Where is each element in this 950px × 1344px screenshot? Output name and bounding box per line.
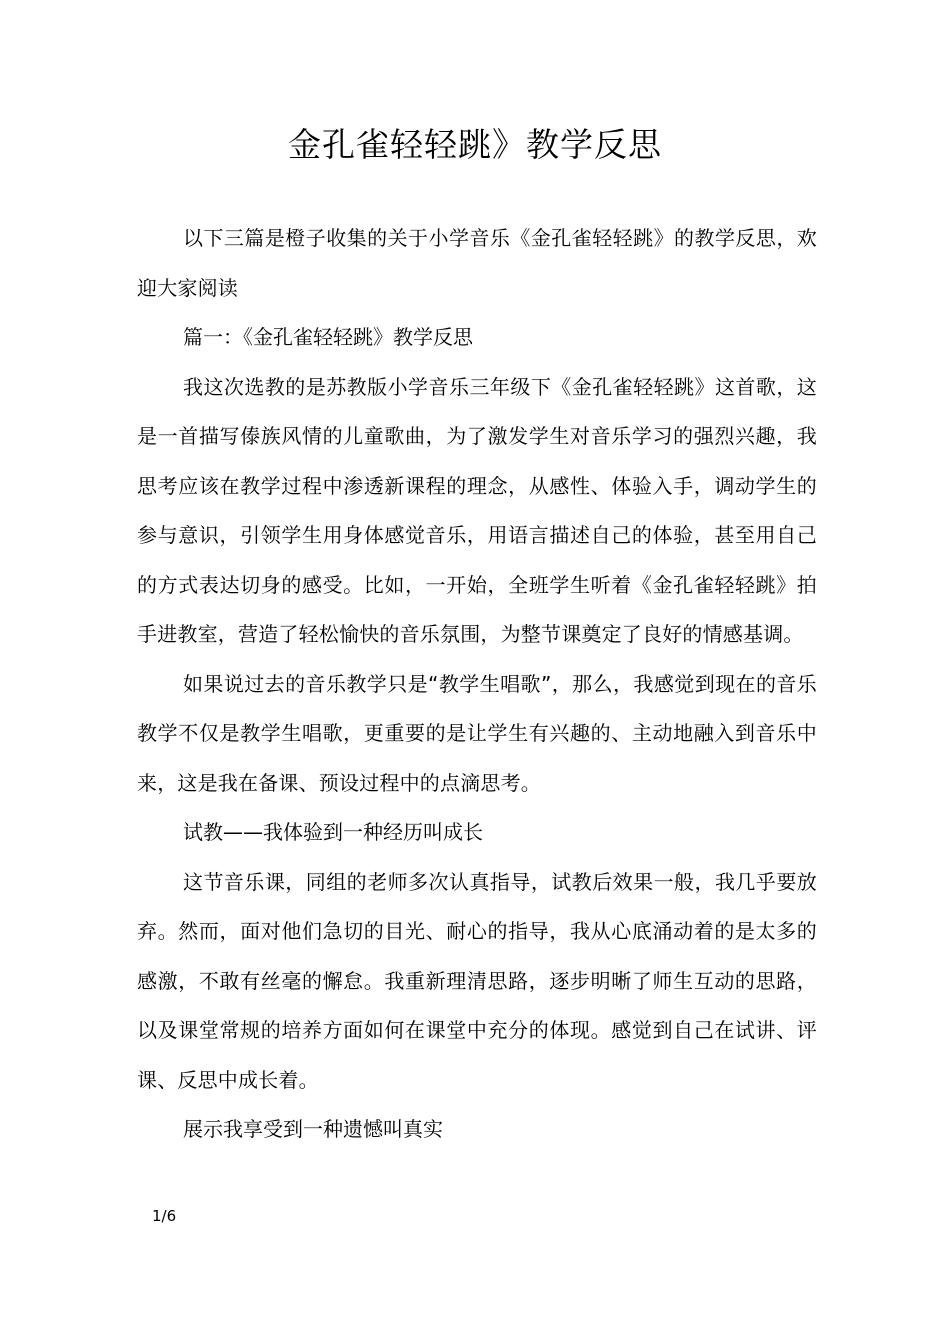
paragraph-teaching-reflection: 如果说过去的音乐教学只是“教学生唱歌”，那么，我感觉到现在的音乐教学不仅是教学生唱歌，更重要的是让学生有兴趣的、主动地融入到音乐中来，这是我在备课、预设过程中的点滴思考。: [137, 671, 817, 795]
document-title: 金孔雀轻轻跳》教学反思: [288, 125, 662, 164]
paragraph-lesson-description: 我这次选教的是苏教版小学音乐三年级下《金孔雀轻轻跳》这首歌，这是一首描写傣族风情的儿童歌曲，为了激发学生对音乐学习的强烈兴趣，我思考应该在教学过程中渗透新课程的理念，从感性、体验入手，调动学生的参与意识，引领学生用身体感觉音乐，用语言描述自己的体验，甚至用自己的方式表达切身的感受。比如，一开始，全班学生听着《金孔雀轻轻跳》拍手进教室，营造了轻松愉快的音乐氛围，为整节课奠定了良好的情感基调。: [137, 374, 817, 646]
section-heading-part-one: 篇一：《金孔雀轻轻跳》教学反思: [183, 325, 473, 349]
page-number: 1/6: [152, 1207, 177, 1225]
document-body: [137, 214, 817, 1155]
section-heading-trial-teaching: 试教——我体验到一种经历叫成长: [183, 820, 483, 844]
section-heading-showcase: 展示我享受到一种遗憾叫真实: [183, 1117, 443, 1141]
paragraph-trial-teaching: 这节音乐课，同组的老师多次认真指导，试教后效果一般，我几乎要放弃。然而，面对他们急切的目光、耐心的指导，我从心底涌动着的是太多的感激，不敢有丝毫的懈怠。我重新理清思路，逐步明晰了师生互动的思路，以及课堂常规的培养方面如何在课堂中充分的体现。感觉到自己在试讲、评课、反思中成长着。: [137, 869, 817, 1092]
paragraph-intro: 以下三篇是橙子收集的关于小学音乐《金孔雀轻轻跳》的教学反思，欢迎大家阅读: [137, 226, 817, 300]
